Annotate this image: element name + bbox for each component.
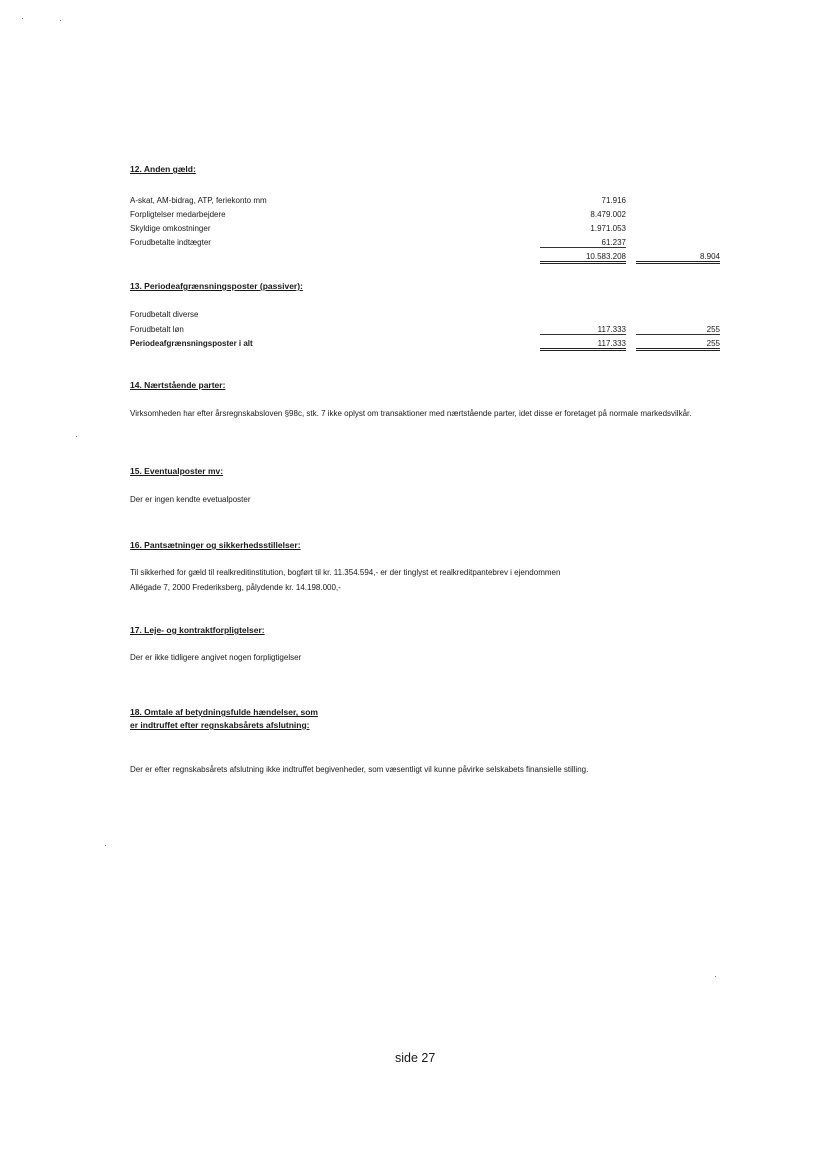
scan-speck bbox=[105, 845, 106, 846]
total-value: 10.583.208 bbox=[540, 252, 626, 264]
row-label: Forudbetalt løn bbox=[130, 325, 184, 334]
section-heading: 13. Periodeafgrænsningsposter (passiver): bbox=[130, 281, 303, 291]
row-value: 8.479.002 bbox=[590, 210, 626, 219]
section-text: Der er ikke tidligere angivet nogen forpligtigelser bbox=[130, 653, 302, 662]
section-text: Virksomheden har efter årsregnskabsloven §98c, stk. 7 ikke oplyst om transaktioner med nærtstående parter, idet disse er foretaget på normale markedsvilkår. bbox=[130, 409, 692, 418]
row-label: Skyldige omkostninger bbox=[130, 224, 211, 233]
total-label: Periodeafgrænsningsposter i alt bbox=[130, 339, 253, 348]
row-label: A-skat, AM-bidrag, ATP, feriekonto mm bbox=[130, 196, 267, 205]
row-prior-value: 255 bbox=[636, 325, 720, 335]
section-heading: 16. Pantsætninger og sikkerhedsstillelser: bbox=[130, 540, 301, 550]
prior-total-value: 255 bbox=[636, 339, 720, 351]
row-label: Forudbetalte indtægter bbox=[130, 238, 211, 247]
row-label: Forudbetalt diverse bbox=[130, 310, 199, 319]
page-number: side 27 bbox=[395, 1051, 436, 1065]
scan-speck bbox=[76, 436, 77, 437]
section-heading: 17. Leje- og kontraktforpligtelser: bbox=[130, 625, 265, 635]
section-heading: 14. Nærtstående parter: bbox=[130, 380, 226, 390]
scan-speck bbox=[715, 976, 716, 977]
row-value: 61.237 bbox=[540, 238, 626, 248]
section-text-line: Til sikkerhed for gæld til realkreditinstitution, bogført til kr. 11.354.594,- er der tinglyst et realkreditpantebrev i ejendommen bbox=[130, 568, 561, 577]
section-heading-line: 18. Omtale af betydningsfulde hændelser, som bbox=[130, 707, 318, 717]
total-value: 117.333 bbox=[540, 339, 626, 351]
row-value: 117.333 bbox=[540, 325, 626, 335]
scan-speck bbox=[22, 18, 23, 19]
section-text: Der er efter regnskabsårets afslutning ikke indtruffet begivenheder, som væsentligt vil kunne påvirke selskabets finansielle stilling. bbox=[130, 765, 589, 774]
section-text-line: Allégade 7, 2000 Frederiksberg, pålydende kr. 14.198.000,- bbox=[130, 583, 341, 592]
scan-speck bbox=[60, 20, 61, 21]
row-value: 71.916 bbox=[601, 196, 626, 205]
section-heading: 15. Eventualposter mv: bbox=[130, 466, 224, 476]
section-heading-line: er indtruffet efter regnskabsårets afslutning: bbox=[130, 720, 310, 730]
row-value: 1.971.053 bbox=[590, 224, 626, 233]
section-text: Der er ingen kendte evetualposter bbox=[130, 495, 251, 504]
section-heading: 12. Anden gæld: bbox=[130, 164, 196, 174]
prior-total-value: 8.904 bbox=[636, 252, 720, 264]
row-label: Forpligtelser medarbejdere bbox=[130, 210, 226, 219]
